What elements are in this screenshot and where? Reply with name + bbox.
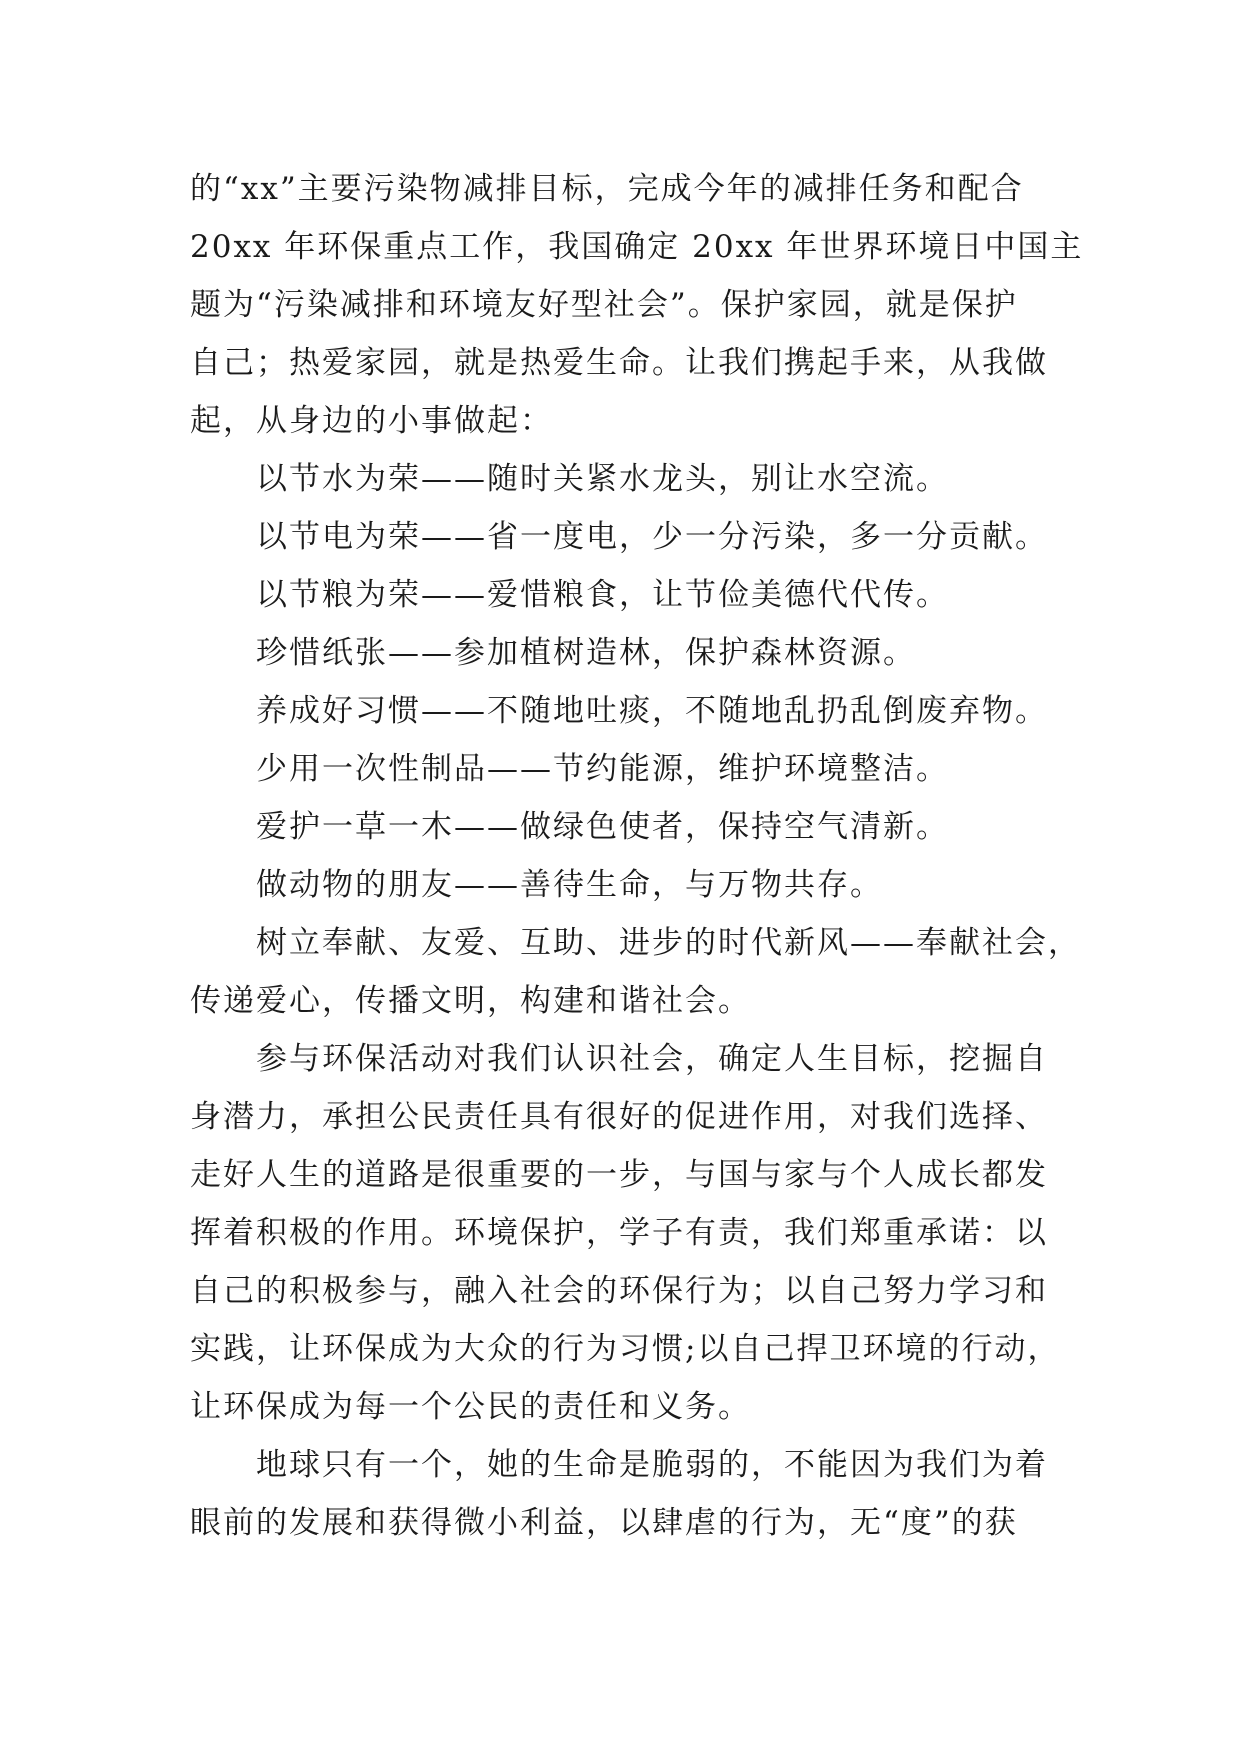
- text-line: 以节粮为荣——爱惜粮食，让节俭美德代代传。: [256, 577, 949, 613]
- text-line: 20xx 年环保重点工作，我国确定 20xx 年世界环境日中国主: [190, 229, 1084, 265]
- text-line: 参与环保活动对我们认识社会，确定人生目标，挖掘自: [256, 1041, 1048, 1077]
- text-line: 做动物的朋友——善待生命，与万物共存。: [256, 867, 883, 903]
- text-line: 自己；热爱家园，就是热爱生命。让我们携起手来，从我做: [190, 345, 1048, 381]
- text-line: 挥着积极的作用。环境保护，学子有责，我们郑重承诺：以: [190, 1215, 1048, 1251]
- text-line: 走好人生的道路是很重要的一步，与国与家与个人成长都发: [190, 1157, 1048, 1193]
- text-line: 实践，让环保成为大众的行为习惯;以自己捍卫环境的行动，: [190, 1331, 1061, 1367]
- text-line: 让环保成为每一个公民的责任和义务。: [190, 1389, 751, 1425]
- text-line: 以节电为荣——省一度电，少一分污染，多一分贡献。: [256, 519, 1048, 555]
- text-line: 少用一次性制品——节约能源，维护环境整洁。: [256, 751, 949, 787]
- text-line: 传递爱心，传播文明，构建和谐社会。: [190, 983, 751, 1019]
- text-line: 眼前的发展和获得微小利益，以肆虐的行为，无“度”的获: [190, 1505, 1018, 1541]
- text-line: 珍惜纸张——参加植树造林，保护森林资源。: [256, 635, 916, 671]
- text-line: 树立奉献、友爱、互助、进步的时代新风——奉献社会，: [256, 925, 1081, 961]
- text-line: 的“xx”主要污染物减排目标，完成今年的减排任务和配合: [190, 171, 1024, 207]
- text-line: 爱护一草一木——做绿色使者，保持空气清新。: [256, 809, 949, 845]
- body-text: [190, 160, 1084, 1552]
- text-line: 以节水为荣——随时关紧水龙头，别让水空流。: [256, 461, 949, 497]
- text-line: 题为“污染减排和环境友好型社会”。保护家园，就是保护: [190, 287, 1018, 323]
- text-line: 地球只有一个，她的生命是脆弱的，不能因为我们为着: [256, 1447, 1048, 1483]
- text-line: 自己的积极参与，融入社会的环保行为；以自己努力学习和: [190, 1273, 1048, 1309]
- text-line: 身潜力，承担公民责任具有很好的促进作用，对我们选择、: [190, 1099, 1048, 1135]
- text-line: 养成好习惯——不随地吐痰，不随地乱扔乱倒废弃物。: [256, 693, 1048, 729]
- text-line: 起，从身边的小事做起：: [190, 403, 553, 439]
